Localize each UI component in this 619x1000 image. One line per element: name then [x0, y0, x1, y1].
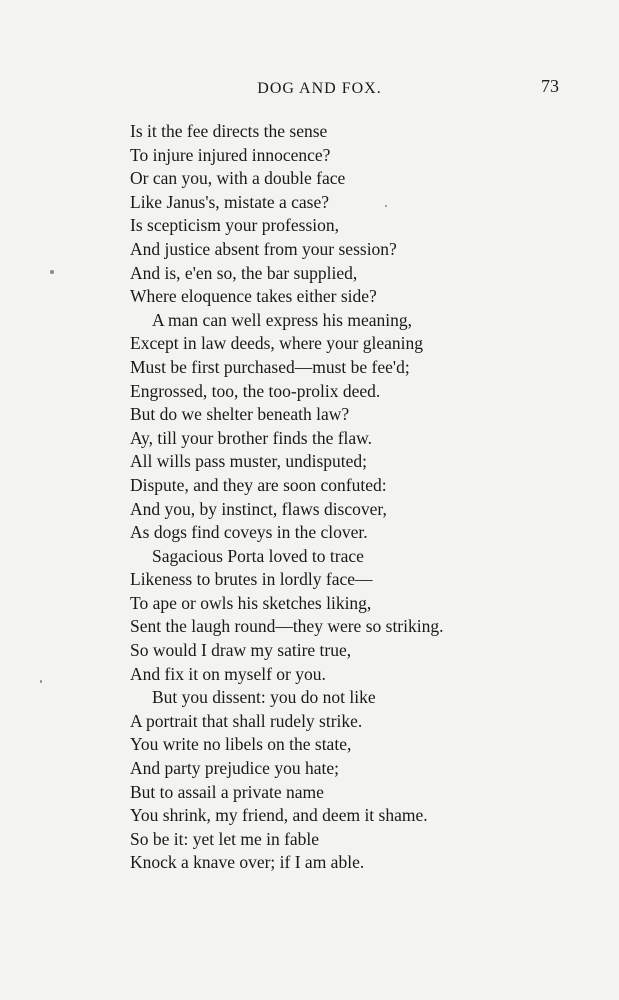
poem-line: To injure injured innocence? [130, 144, 331, 165]
poem-line: And is, e'en so, the bar supplied, [130, 262, 358, 283]
poem-line: Knock a knave over; if I am able. [130, 852, 365, 873]
poem-line: A man can well express his meaning, [152, 309, 413, 330]
poem-line: So be it: yet let me in fable [130, 828, 320, 849]
poem-line: All wills pass muster, undisputed; [130, 451, 368, 472]
poem-line: Likeness to brutes in lordly face— [130, 569, 373, 590]
scan-speck [40, 680, 42, 683]
poem-line: Sent the laugh round—they were so striking. [130, 616, 444, 637]
poem-line: And justice absent from your session? [130, 238, 397, 259]
poem-line: Is it the fee directs the sense [130, 121, 328, 141]
scan-speck [50, 270, 54, 274]
poem-line: A portrait that shall rudely strike. [130, 710, 363, 731]
poem-line: You write no libels on the state, [130, 734, 352, 755]
poem-line: As dogs find coveys in the clover. [130, 522, 368, 543]
poem-line: And party prejudice you hate; [130, 758, 339, 779]
running-title: DOG AND FOX. [257, 80, 382, 97]
poem-line: Dispute, and they are soon confuted: [130, 474, 387, 495]
poem-line: And you, by instinct, flaws discover, [130, 498, 387, 519]
scan-speck [385, 205, 387, 207]
poem-line: Is scepticism your profession, [130, 215, 339, 236]
poem-line: Sagacious Porta loved to trace [152, 545, 364, 566]
poem-line: Engrossed, too, the too-prolix deed. [130, 380, 381, 401]
poem-line: Where eloquence takes either side? [130, 286, 377, 307]
poem-line: And fix it on myself or you. [130, 663, 326, 684]
poem-line: Like Janus's, mistate a case? [130, 191, 329, 212]
poem-line: So would I draw my satire true, [130, 640, 352, 661]
poem-line: Or can you, with a double face [130, 168, 346, 189]
poem-line: But you dissent: you do not like [152, 687, 376, 708]
poem-line: Except in law deeds, where your gleaning [130, 333, 424, 354]
poem-body [130, 120, 610, 875]
poem-line: But do we shelter beneath law? [130, 404, 350, 425]
poem-line: But to assail a private name [130, 781, 324, 802]
poem-line: Must be first purchased—must be fee'd; [130, 356, 410, 377]
page-number: 73 [541, 76, 559, 96]
poem-line: You shrink, my friend, and deem it shame. [130, 805, 428, 826]
poem-line: To ape or owls his sketches liking, [130, 592, 372, 613]
poem-line: Ay, till your brother finds the flaw. [130, 427, 373, 448]
